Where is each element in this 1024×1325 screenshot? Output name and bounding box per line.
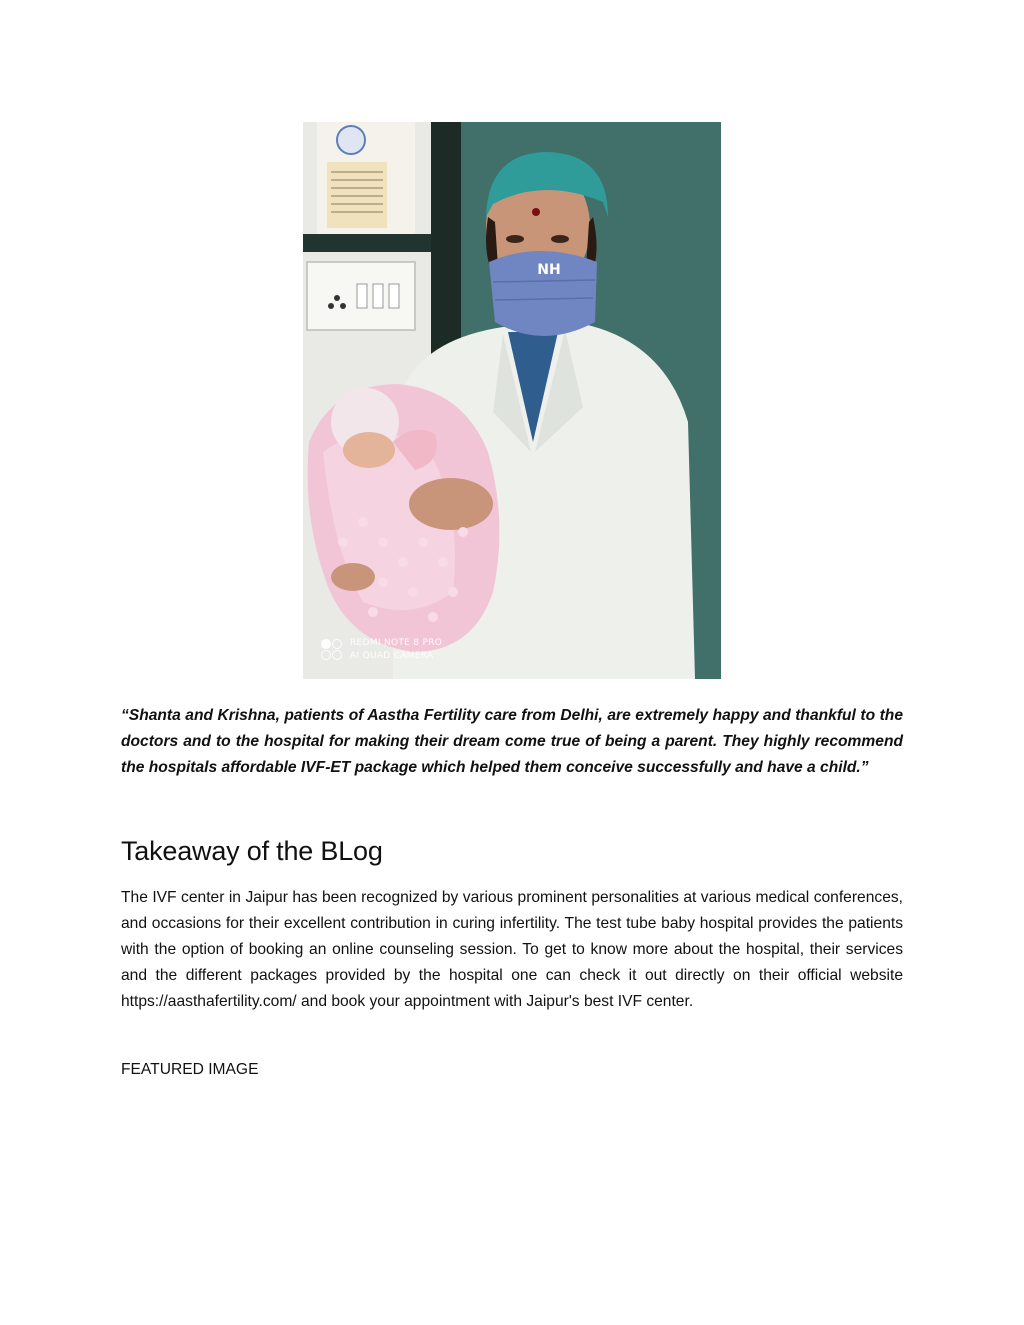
doctor-with-newborn-photo [303,122,721,679]
section-heading: Takeaway of the BLog [121,836,383,866]
photo-illustration [303,122,721,679]
svg-text:NH: NH [537,262,561,278]
featured-image-label: FEATURED IMAGE [121,1061,259,1078]
testimonial-quote: “Shanta and Krishna, patients of Aastha Fertility care from Delhi, are extremely happy and thankful to the doctors and to the hospital for making their dream come true of being a parent. They highly recommend the hospitals affordable IVF-ET package which helped them conceive successfully and have a child.” [121,707,903,776]
camera-logo-icon [321,639,343,661]
camera-watermark [321,637,442,663]
watermark-line-2: AI QUAD CAMERA [350,651,434,661]
watermark-line-1: REDMI NOTE 8 PRO [350,638,443,648]
body-paragraph: The IVF center in Jaipur has been recognized by various prominent personalities at various medical conferences, and occasions for their excellent contribution in curing infertility. The test tube baby hospital provides the patients with the option of booking an online counseling session. To get to know more about the hospital, their services and the different packages provided by the hospital one can check it out directly on their official website https://aasthafertility.com/ and book your appointment with Jaipur's best IVF center. [121,889,903,1010]
